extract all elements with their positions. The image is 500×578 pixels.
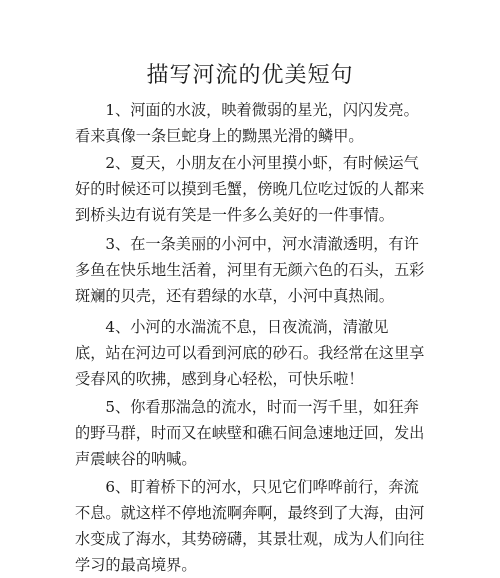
paragraph-line: 不息。就这样不停地流啊奔啊，最终到了大海，由河 (75, 504, 425, 522)
paragraph-line: 到桥头边有说有笑是一件多么美好的一件事情。 (75, 206, 394, 224)
paragraph-line: 好的时候还可以摸到毛蟹，傍晚几位吃过饭的人都来 (75, 180, 425, 198)
paragraph-line: 学习的最高境界。 (75, 556, 197, 574)
document-body (75, 394, 431, 472)
paragraph-1 (75, 97, 431, 149)
document-body (75, 150, 431, 228)
paragraph-4 (75, 314, 431, 392)
paragraph-line: 多鱼在快乐地生活着，河里有无颜六色的石头，五彩 (75, 261, 425, 279)
paragraph-line: 3、在一条美丽的小河中，河水清澈透明，有许 (105, 235, 419, 253)
paragraph-line: 水变成了海水，其势磅礴，其景壮观，成为人们向往 (75, 530, 425, 548)
paragraph-line: 斑斓的贝壳，还有碧绿的水草，小河中真热闹。 (75, 287, 394, 305)
paragraph-2 (75, 150, 431, 228)
document-body (75, 231, 431, 309)
document-body (75, 97, 431, 149)
paragraph-line: 看来真像一条巨蛇身上的黝黑光滑的鳞甲。 (75, 127, 364, 145)
document-title: 描写河流的优美短句 (146, 63, 354, 88)
paragraph-line: 的野马群，时而又在峡壁和礁石间急速地迂回，发出 (75, 424, 425, 442)
paragraph-line: 声震峡谷的呐喊。 (75, 450, 197, 468)
paragraph-line: 2、夏天，小朋友在小河里摸小虾，有时候运气 (105, 154, 419, 172)
document-body (75, 474, 431, 578)
paragraph-line: 5、你看那湍急的流水，时而一泻千里，如狂奔 (105, 398, 419, 416)
paragraph-5 (75, 394, 431, 472)
paragraph-line: 受春风的吹拂，感到身心轻松，可快乐啦！ (75, 370, 364, 388)
paragraph-line: 底，站在河边可以看到河底的砂石。我经常在这里享 (75, 344, 425, 362)
paragraph-line: 4、小河的水湍流不息，日夜流淌，清澈见 (105, 318, 389, 336)
paragraph-6 (75, 474, 431, 578)
paragraph-line: 6、盯着桥下的河水，只见它们哗哗前行，奔流 (105, 478, 419, 496)
paragraph-line: 1、河面的水波，映着微弱的星光，闪闪发亮。 (105, 101, 419, 119)
document-body (75, 314, 431, 392)
paragraph-3 (75, 231, 431, 309)
